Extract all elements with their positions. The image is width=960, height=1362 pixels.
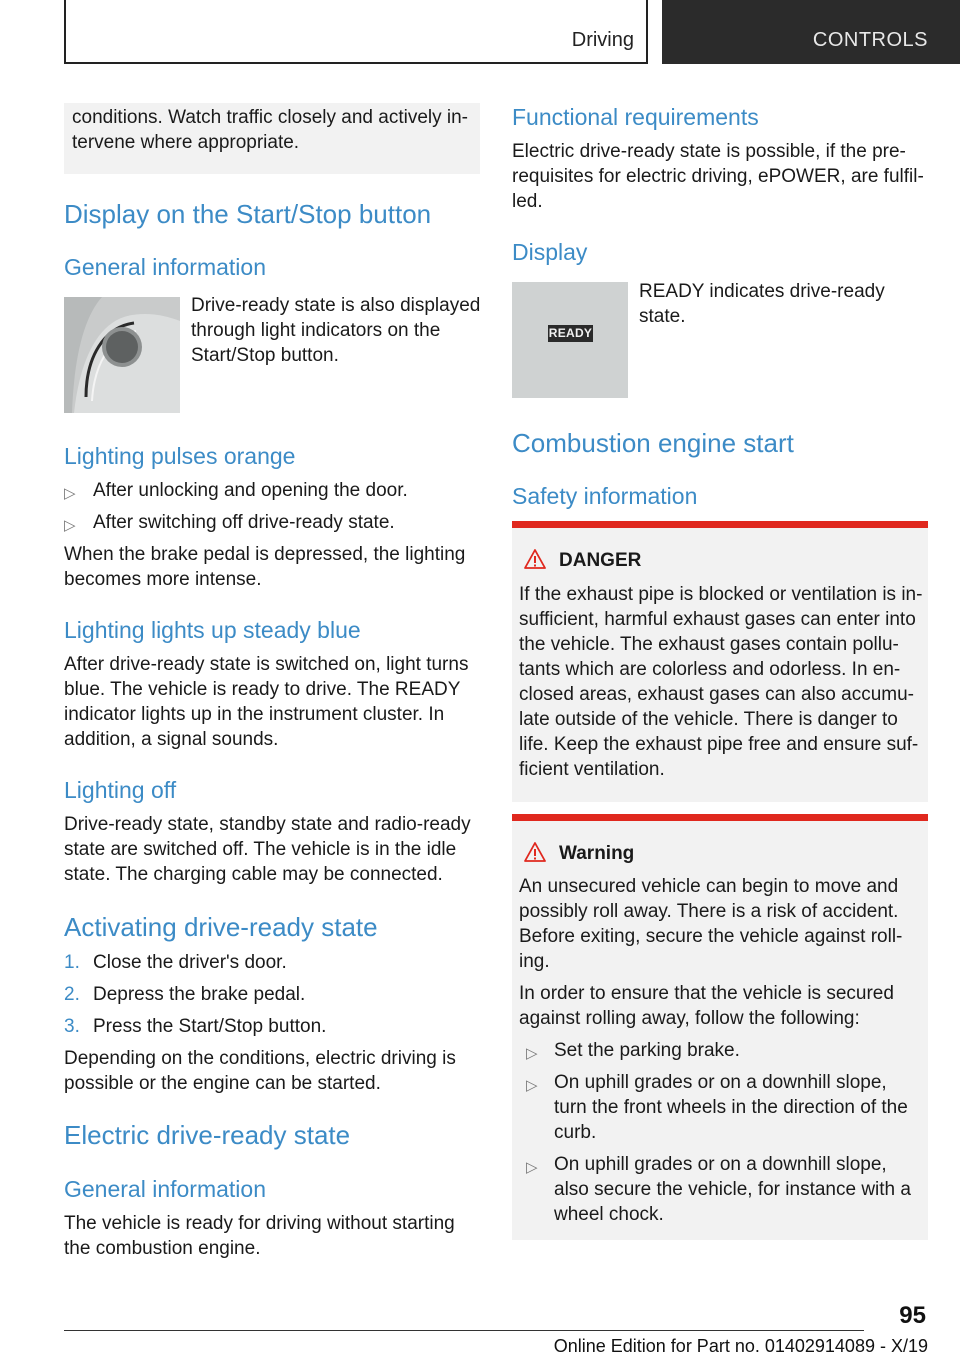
warning-text-line-4: ing. [519,951,550,972]
warning-title: Warning [559,843,635,864]
triangle-bullet-icon: ▷ [64,485,76,502]
warning-triangle-icon [524,842,546,862]
display-text-line-1: READY indicates drive-ready [639,281,885,302]
heading-electric-drive-ready: Electric drive-ready state [64,1120,351,1150]
list-item: ▷ After unlocking and opening the door. [64,478,480,503]
general-text-line-1: Drive-ready state is also displayed [191,295,481,316]
header-chapter-label: CONTROLS [812,29,928,51]
intro-box [64,103,480,174]
blue-text-line-1: After drive-ready state is switched on, light turns [64,654,469,675]
header-chapter-tab [662,0,960,64]
danger-box [512,521,928,802]
triangle-bullet-icon: ▷ [526,1159,538,1176]
activating-text-line-1: Depending on the conditions, electric driving is [64,1048,456,1069]
blue-text-line-4: addition, a signal sounds. [64,729,279,750]
warning-text-line-3: Before exiting, secure the vehicle against roll- [519,926,903,947]
triangle-bullet-icon: ▷ [526,1077,538,1094]
header-section-label: Driving [571,29,634,51]
heading-combustion-engine-start: Combustion engine start [512,428,794,458]
danger-text-line-2: sufficient, harmful exhaust gases can enter into [519,609,916,630]
warning-triangle-icon [524,549,546,569]
display-text-line-2: state. [639,306,686,327]
start-stop-button-icon [64,297,180,413]
intro-line-2: tervene where appropriate. [72,132,300,153]
page-number: 95 [899,1302,926,1329]
heading-general-information-2: General information [64,1176,266,1202]
intro-line-1: conditions. Watch traffic closely and actively in- [72,107,469,128]
warning-text2-line-2: against rolling away, follow the following: [519,1008,860,1029]
danger-text-line-6: late outside of the vehicle. There is danger to [519,709,898,730]
functional-text-line-3: led. [512,191,543,212]
heading-display: Display [512,239,588,265]
electric-text-line-2: the combustion engine. [64,1238,261,1259]
orange-text-line-1: When the brake pedal is depressed, the lighting [64,544,466,565]
triangle-bullet-icon: ▷ [64,517,76,534]
warning-text2-line-1: In order to ensure that the vehicle is secured [519,983,894,1004]
ready-indicator-image [512,282,628,398]
danger-text-line-5: closed areas, exhaust gases can also accumu- [519,684,914,705]
danger-text-line-4: tants which are colorless and odorless. In en- [519,659,901,680]
warning-bar [512,814,928,821]
off-text-line-3: state. The charging cable may be connected. [64,864,443,885]
footer-edition: Online Edition for Part no. 01402914089 - X/19 [553,1336,928,1356]
warning-text-line-2: possibly roll away. There is a risk of accident. [519,901,899,922]
functional-text-line-1: Electric drive-ready state is possible, if the pre- [512,141,906,162]
general-text-line-2: through light indicators on the [191,320,441,341]
heading-safety-information: Safety information [512,483,698,509]
start-stop-button-image [64,297,180,413]
step-item: 3. Press the Start/Stop button. [64,1016,327,1037]
danger-text-line-7: life. Keep the exhaust pipe free and ensure suf- [519,734,919,755]
danger-bar [512,521,928,528]
orange-text-line-2: becomes more intense. [64,569,262,590]
heading-lighting-pulses-orange: Lighting pulses orange [64,443,296,469]
functional-text-line-2: requisites for electric driving, ePOWER, are fulfil- [512,166,924,187]
general-text-line-3: Start/Stop button. [191,345,339,366]
list-item: ▷ Set the parking brake. [526,1038,926,1063]
ready-badge: READY [548,326,593,340]
step-item: 2. Depress the brake pedal. [64,984,306,1005]
danger-text-line-3: the vehicle. The exhaust gases contain pollu- [519,634,899,655]
blue-text-line-3: indicator lights up in the instrument cluster. In [64,704,445,725]
electric-text-line-1: The vehicle is ready for driving without starting [64,1213,455,1234]
heading-activating-drive-ready: Activating drive-ready state [64,912,378,942]
warning-box [512,814,928,1240]
danger-text-line-8: ficient ventilation. [519,759,665,780]
blue-text-line-2: blue. The vehicle is ready to drive. The READY [64,679,461,700]
off-text-line-2: state are switched off. The vehicle is in the idle [64,839,457,860]
off-text-line-1: Drive-ready state, standby state and radio-ready [64,814,471,835]
heading-general-information: General information [64,254,266,280]
danger-text-line-1: If the exhaust pipe is blocked or ventilation is in- [519,584,923,605]
list-item: ▷ After switching off drive-ready state. [64,510,480,535]
activating-text-line-2: possible or the engine can be started. [64,1073,381,1094]
heading-lighting-off: Lighting off [64,777,177,803]
header-section-tab [64,0,648,64]
danger-title: DANGER [559,550,642,571]
list-item: ▷ On uphill grades or on a downhill slope, also secure the vehicle, for instance with a wheel chock. [526,1154,911,1225]
step-item: 1. Close the driver's door. [64,952,287,973]
footer-divider [64,1330,864,1331]
heading-display-start-stop: Display on the Start/Stop button [64,199,432,229]
triangle-bullet-icon: ▷ [526,1045,538,1062]
list-item: ▷ On uphill grades or on a downhill slope, turn the front wheels in the direction of the curb. [526,1072,908,1143]
heading-functional-requirements: Functional requirements [512,104,759,130]
heading-lighting-steady-blue: Lighting lights up steady blue [64,617,361,643]
warning-text-line-1: An unsecured vehicle can begin to move and [519,876,899,897]
